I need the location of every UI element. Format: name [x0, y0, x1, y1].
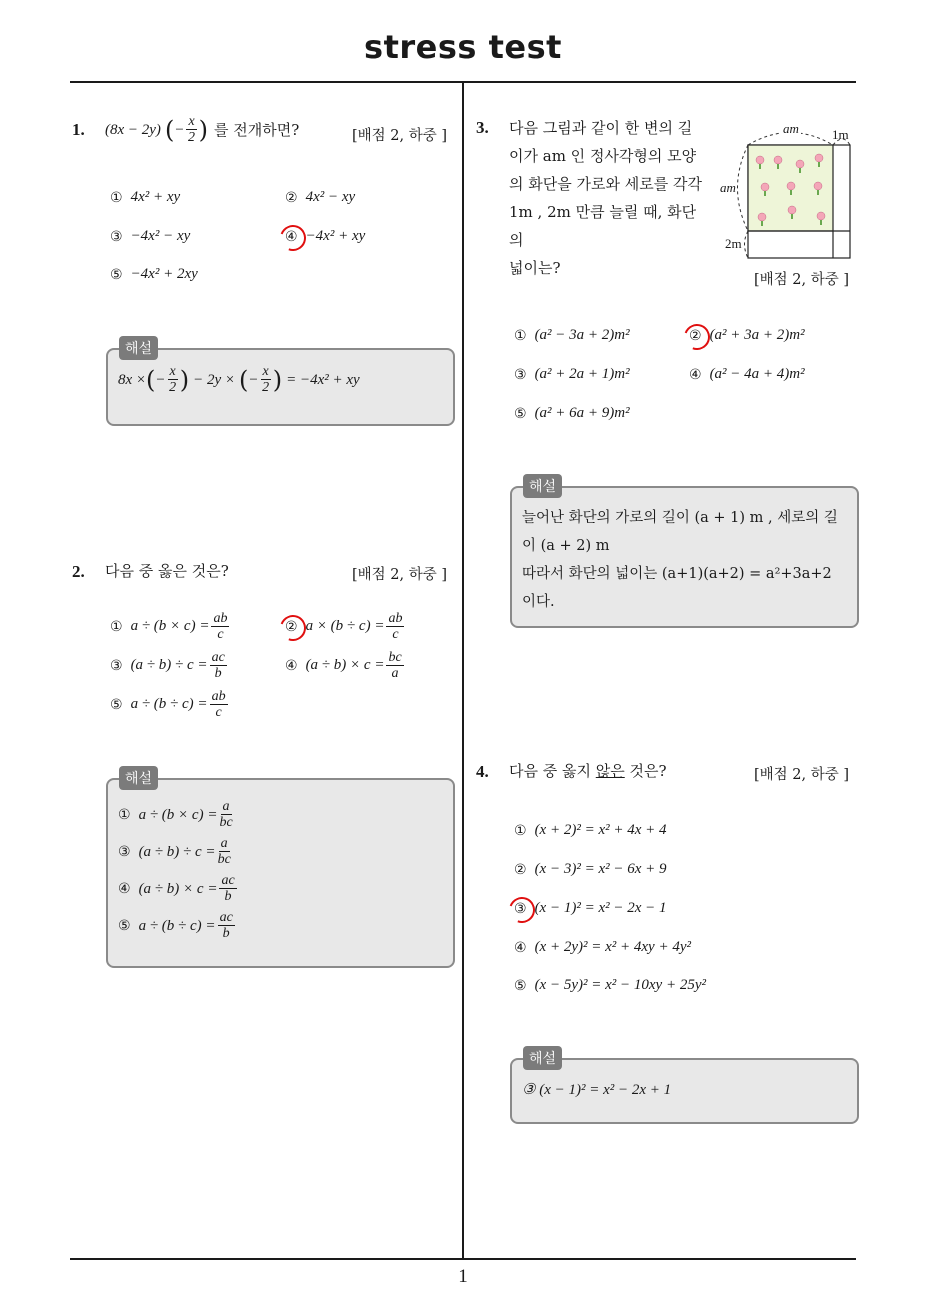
q3-choice-3[interactable]: ③ (a² + 2a + 1)m²: [514, 366, 630, 383]
answer-circle-mark: [505, 892, 540, 927]
q1-choice-4[interactable]: ④ −4x² + xy: [285, 228, 365, 245]
q4-choice-2[interactable]: ② (x − 3)² = x² − 6x + 9: [514, 861, 667, 878]
q4-score: [배점 2, 하중 ]: [754, 767, 850, 783]
q4-number: 4.: [476, 762, 489, 781]
q1-expression: (8x − 2y): [105, 121, 161, 138]
q4-choice-1[interactable]: ① (x + 2)² = x² + 4x + 4: [514, 822, 667, 839]
q1-explanation-tag: 해설: [119, 336, 158, 360]
q3-explanation-tag: 해설: [523, 474, 562, 498]
q3-text: 다음 그림과 같이 한 변의 길 이가 am 인 정사각형의 모양 의 화단을 가로와 세로를 각각 1m , 2m 만큼 늘릴 때, 화단의 넓이는?: [509, 119, 702, 277]
q2-number: 2.: [72, 562, 85, 581]
q3-score: [배점 2, 하중 ]: [754, 272, 850, 288]
column-divider: [462, 82, 464, 1259]
q2-choice-5[interactable]: ⑤ a ÷ (b ÷ c) = $\frac{ab}{c}$: [110, 689, 226, 720]
answer-circle-mark: [276, 610, 311, 645]
q2-score: [배점 2, 하중 ]: [352, 567, 448, 583]
q1-choice-1[interactable]: ① 4x² + xy: [110, 189, 181, 206]
q1-choice-5[interactable]: ⑤ −4x² + 2xy: [110, 266, 198, 283]
q2-explanation-tag: 해설: [119, 766, 158, 790]
q3-choice-1[interactable]: ① (a² − 3a + 2)m²: [514, 327, 630, 344]
q2-choice-1[interactable]: ① a ÷ (b × c) = $\frac{ab}{c}$: [110, 611, 228, 642]
q4-choice-3[interactable]: ③ (x − 1)² = x² − 2x − 1: [514, 900, 667, 917]
q4-text: 다음 중 옳지 않은 것은?: [509, 762, 667, 780]
q1-fraction: $\frac{x}{2}$: [188, 114, 196, 145]
q2-choice-3[interactable]: ③ (a ÷ b) ÷ c = $\frac{ac}{b}$: [110, 650, 225, 681]
footer-rule: [70, 1258, 856, 1260]
answer-circle-mark: [680, 319, 715, 354]
q3-number: 3.: [476, 118, 489, 137]
q2-choice-2[interactable]: ② a × (b ÷ c) = $\frac{ab}{c}$: [285, 611, 406, 642]
q4-choice-5[interactable]: ⑤ (x − 5y)² = x² − 10xy + 25y²: [514, 977, 706, 994]
q2-explanation-line-3: ④ (a ÷ b) × c = $\frac{ac}{b}$: [118, 873, 235, 904]
q4-underlined-word: 않은: [595, 762, 625, 780]
q1-number: 1.: [72, 120, 85, 139]
q3-figure-label-left: am: [720, 180, 736, 195]
q3-figure-label-right: 1m: [832, 127, 849, 142]
q3-figure-label-top: am: [783, 121, 799, 136]
q4-choice-4[interactable]: ④ (x + 2y)² = x² + 4xy + 4y²: [514, 939, 691, 956]
q2-explanation-line-2: ③ (a ÷ b) ÷ c = $\frac{a}{bc}$: [118, 836, 231, 867]
q3-choice-2[interactable]: ② (a² + 3a + 2)m²: [689, 327, 805, 344]
q4-explanation-tag: 해설: [523, 1046, 562, 1070]
q1-choice-2[interactable]: ② 4x² − xy: [285, 189, 356, 206]
page-title: stress test: [364, 28, 562, 66]
q1-score: [배점 2, 하중 ]: [352, 128, 448, 144]
q3-figure-label-bottom: 2m: [725, 236, 742, 251]
q2-text: 다음 중 옳은 것은?: [105, 562, 229, 580]
q2-choice-4[interactable]: ④ (a ÷ b) × c = $\frac{bc}{a}$: [285, 650, 402, 681]
answer-circle-mark: [276, 220, 311, 255]
q2-explanation-line-1: ① a ÷ (b × c) = $\frac{a}{bc}$: [118, 799, 233, 830]
page-number: 1: [458, 1266, 468, 1287]
q4-explanation-text: ③ (x − 1)² = x² − 2x + 1: [522, 1082, 672, 1098]
q3-choice-5[interactable]: ⑤ (a² + 6a + 9)m²: [514, 405, 630, 422]
q1-choice-3[interactable]: ③ −4x² − xy: [110, 228, 191, 245]
q1-explanation-text: 8x × ( − $\frac{x}{2}$ ) − 2y × ( − $\frac{x}{2}$ ) = −4x² + xy: [118, 364, 360, 395]
q3-explanation-text: 늘어난 화단의 가로의 길이 (a + 1) m , 세로의 길 이 (a + 2) m 따라서 화단의 넓이는 (a+1)(a+2) = a²+3a+2 이다.: [522, 510, 838, 610]
q1-text: (8x − 2y) ( − $\frac{x}{2}$ ) 를 전개하면?: [105, 114, 300, 145]
q3-choice-4[interactable]: ④ (a² − 4a + 4)m²: [689, 366, 805, 383]
q2-explanation-line-4: ⑤ a ÷ (b ÷ c) = $\frac{ac}{b}$: [118, 910, 233, 941]
